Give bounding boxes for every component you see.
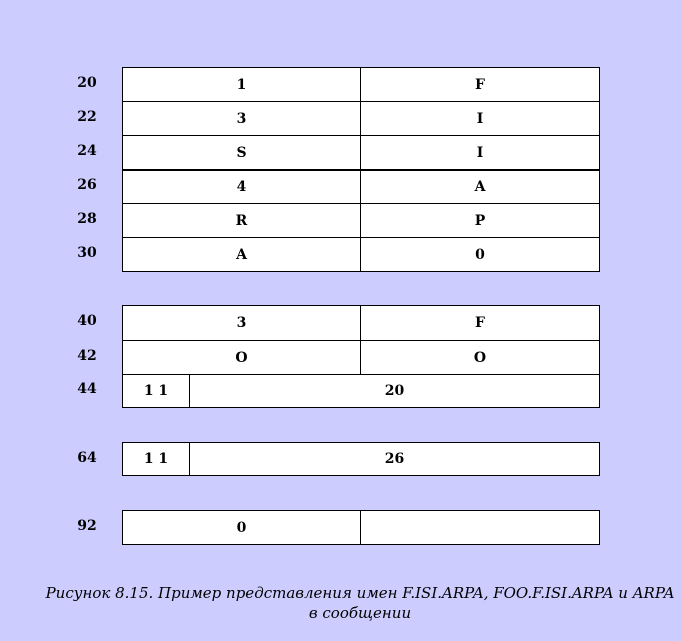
row-label-28: 28 <box>77 211 97 227</box>
cell-64-pointer: 26 <box>189 442 600 476</box>
cell-40-left: 3 <box>122 305 361 341</box>
cell-20-right: F <box>360 67 600 102</box>
cell-26-right: A <box>360 169 600 204</box>
cell-24-right: I <box>360 135 600 170</box>
cell-64-flags: 1 1 <box>122 442 190 476</box>
cell-92-left: 0 <box>122 510 361 545</box>
cell-42-left: O <box>122 340 361 375</box>
cell-22-right: I <box>360 101 600 136</box>
cell-20-left: 1 <box>122 67 361 102</box>
row-label-64: 64 <box>77 450 97 466</box>
row-label-44: 44 <box>77 381 97 397</box>
cell-24-left: S <box>122 135 361 170</box>
row-label-20: 20 <box>77 75 97 91</box>
cell-28-right: P <box>360 203 600 238</box>
row-label-22: 22 <box>77 109 97 125</box>
row-label-40: 40 <box>77 313 97 329</box>
row-label-26: 26 <box>77 177 97 193</box>
row-label-92: 92 <box>77 518 97 534</box>
cell-30-left: A <box>122 237 361 272</box>
row-label-30: 30 <box>77 245 97 261</box>
cell-44-pointer: 20 <box>189 374 600 408</box>
cell-26-left: 4 <box>122 169 361 204</box>
cell-92-right <box>360 510 600 545</box>
cell-40-right: F <box>360 305 600 341</box>
row-label-42: 42 <box>77 348 97 364</box>
cell-42-right: O <box>360 340 600 375</box>
cell-22-left: 3 <box>122 101 361 136</box>
cell-44-flags: 1 1 <box>122 374 190 408</box>
cell-28-left: R <box>122 203 361 238</box>
row-label-24: 24 <box>77 143 97 159</box>
figure-caption: Рисунок 8.15. Пример представления имен F.ISI.ARPA, FOO.F.ISI.ARPA и ARPA в сообщении <box>45 584 675 622</box>
cell-30-right: 0 <box>360 237 600 272</box>
